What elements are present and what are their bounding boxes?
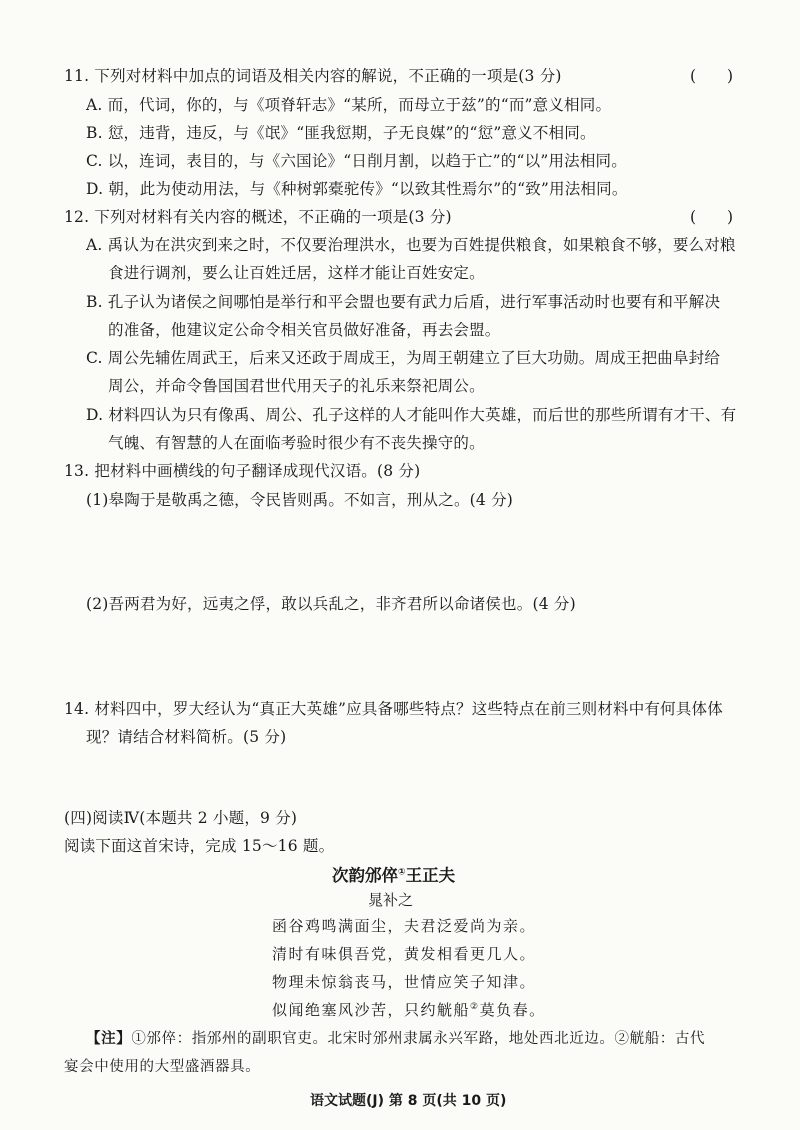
- q12-option-d-line1: D. 材料四认为只有像禹、周公、孔子这样的人才能叫作大英雄，而后世的那些所谓有才干、有: [86, 406, 737, 424]
- q12-answer-paren: ( ): [690, 208, 734, 226]
- q11-option-d: D. 朝，此为使动用法，与《种树郭橐驼传》“以致其性焉尔”的“致”用法相同。: [86, 180, 628, 198]
- poem-line-4-part1: 似闻绝塞风沙苦，只约觥船: [272, 1001, 471, 1019]
- poem-line-4: [272, 999, 546, 1020]
- q11-option-c: C. 以，连词，表目的，与《六国论》“日削月割，以趋于亡”的“以”用法相同。: [86, 152, 627, 170]
- q12-option-a-line1: A. 禹认为在洪灾到来之时，不仅要治理洪水，也要为百姓提供粮食，如果粮食不够，要么对粮: [86, 236, 736, 254]
- page-footer: 语文试题(J) 第 8 页(共 10 页): [310, 1093, 507, 1109]
- q13-sub1: (1)皋陶于是敬禹之德，令民皆则禹。不如言，刑从之。(4 分): [86, 491, 514, 509]
- q12-option-b-line2: 的准备，他建议定公命令相关官员做好准备，再去会盟。: [108, 321, 501, 339]
- q11-stem: 11. 下列对材料中加点的词语及相关内容的解说，不正确的一项是(3 分): [64, 67, 562, 85]
- q13-stem: 13. 把材料中画横线的句子翻译成现代汉语。(8 分): [64, 462, 421, 480]
- poem-line-4-part2: 莫负春。: [479, 1001, 546, 1019]
- q11-option-b: B. 愆，违背，违反，与《氓》“匪我愆期，子无良媒”的“愆”意义不相同。: [86, 124, 596, 142]
- q14-line1: 14. 材料四中，罗大经认为“真正大英雄”应具备哪些特点？这些特点在前三则材料中有何具体体: [64, 700, 723, 718]
- poem-line-4-note-marker: ②: [470, 1002, 480, 1012]
- q12-stem: 12. 下列对材料有关内容的概述，不正确的一项是(3 分): [64, 208, 452, 226]
- poem-note-line2: 宴会中使用的大型盛酒器具。: [64, 1059, 261, 1075]
- section4-intro: 阅读下面这首宋诗，完成 15～16 题。: [64, 837, 335, 855]
- q12-option-a-line2: 食进行调剂，要么让百姓迁居，这样才能让百姓安定。: [108, 264, 485, 282]
- poem-author: 晁补之: [368, 891, 414, 909]
- poem-title-part2: 王正夫: [405, 866, 456, 885]
- poem-title-part1: 次韵邠倅: [332, 866, 398, 885]
- q12-option-b-line1: B. 孔子认为诸侯之间哪怕是举行和平会盟也要有武力后盾，进行军事活动时也要有和平解决: [86, 293, 721, 311]
- q14-line2: 现？请结合材料简析。(5 分): [86, 728, 287, 746]
- poem-title-note-marker: ①: [398, 867, 406, 878]
- poem-line-2: 清时有味俱吾党，黄发相看更几人。: [272, 945, 537, 963]
- q12-option-c-line2: 周公，并命令鲁国国君世代用天子的礼乐来祭祀周公。: [108, 377, 485, 395]
- q11-option-a: A. 而，代词，你的，与《项脊轩志》“某所，而母立于兹”的“而”意义相同。: [86, 96, 612, 114]
- poem-line-1: 函谷鸡鸣满面尘，夫君泛爱尚为亲。: [272, 917, 537, 935]
- q12-option-d-line2: 气魄、有智慧的人在面临考验时很少有不丧失操守的。: [108, 434, 485, 452]
- poem-line-3: 物理未惊翁丧马，世情应笑子知津。: [272, 973, 537, 991]
- poem-title: [332, 862, 455, 886]
- q13-sub2: (2)吾两君为好，远夷之俘，敢以兵乱之，非齐君所以命诸侯也。(4 分): [86, 595, 576, 613]
- poem-note-line1: [86, 1027, 705, 1048]
- q12-option-c-line1: C. 周公先辅佐周武王，后来又还政于周成王，为周王朝建立了巨大功勋。周成王把曲阜封给: [86, 349, 721, 367]
- note-text-1: ①邠倅：指邠州的副职官吏。北宋时邠州隶属永兴军路，地处西北近边。②觥船：古代: [131, 1031, 706, 1047]
- q11-answer-paren: ( ): [690, 67, 734, 85]
- note-tag: 【注】: [86, 1030, 132, 1047]
- section4-heading: (四)阅读Ⅳ(本题共 2 小题，9 分): [64, 809, 298, 827]
